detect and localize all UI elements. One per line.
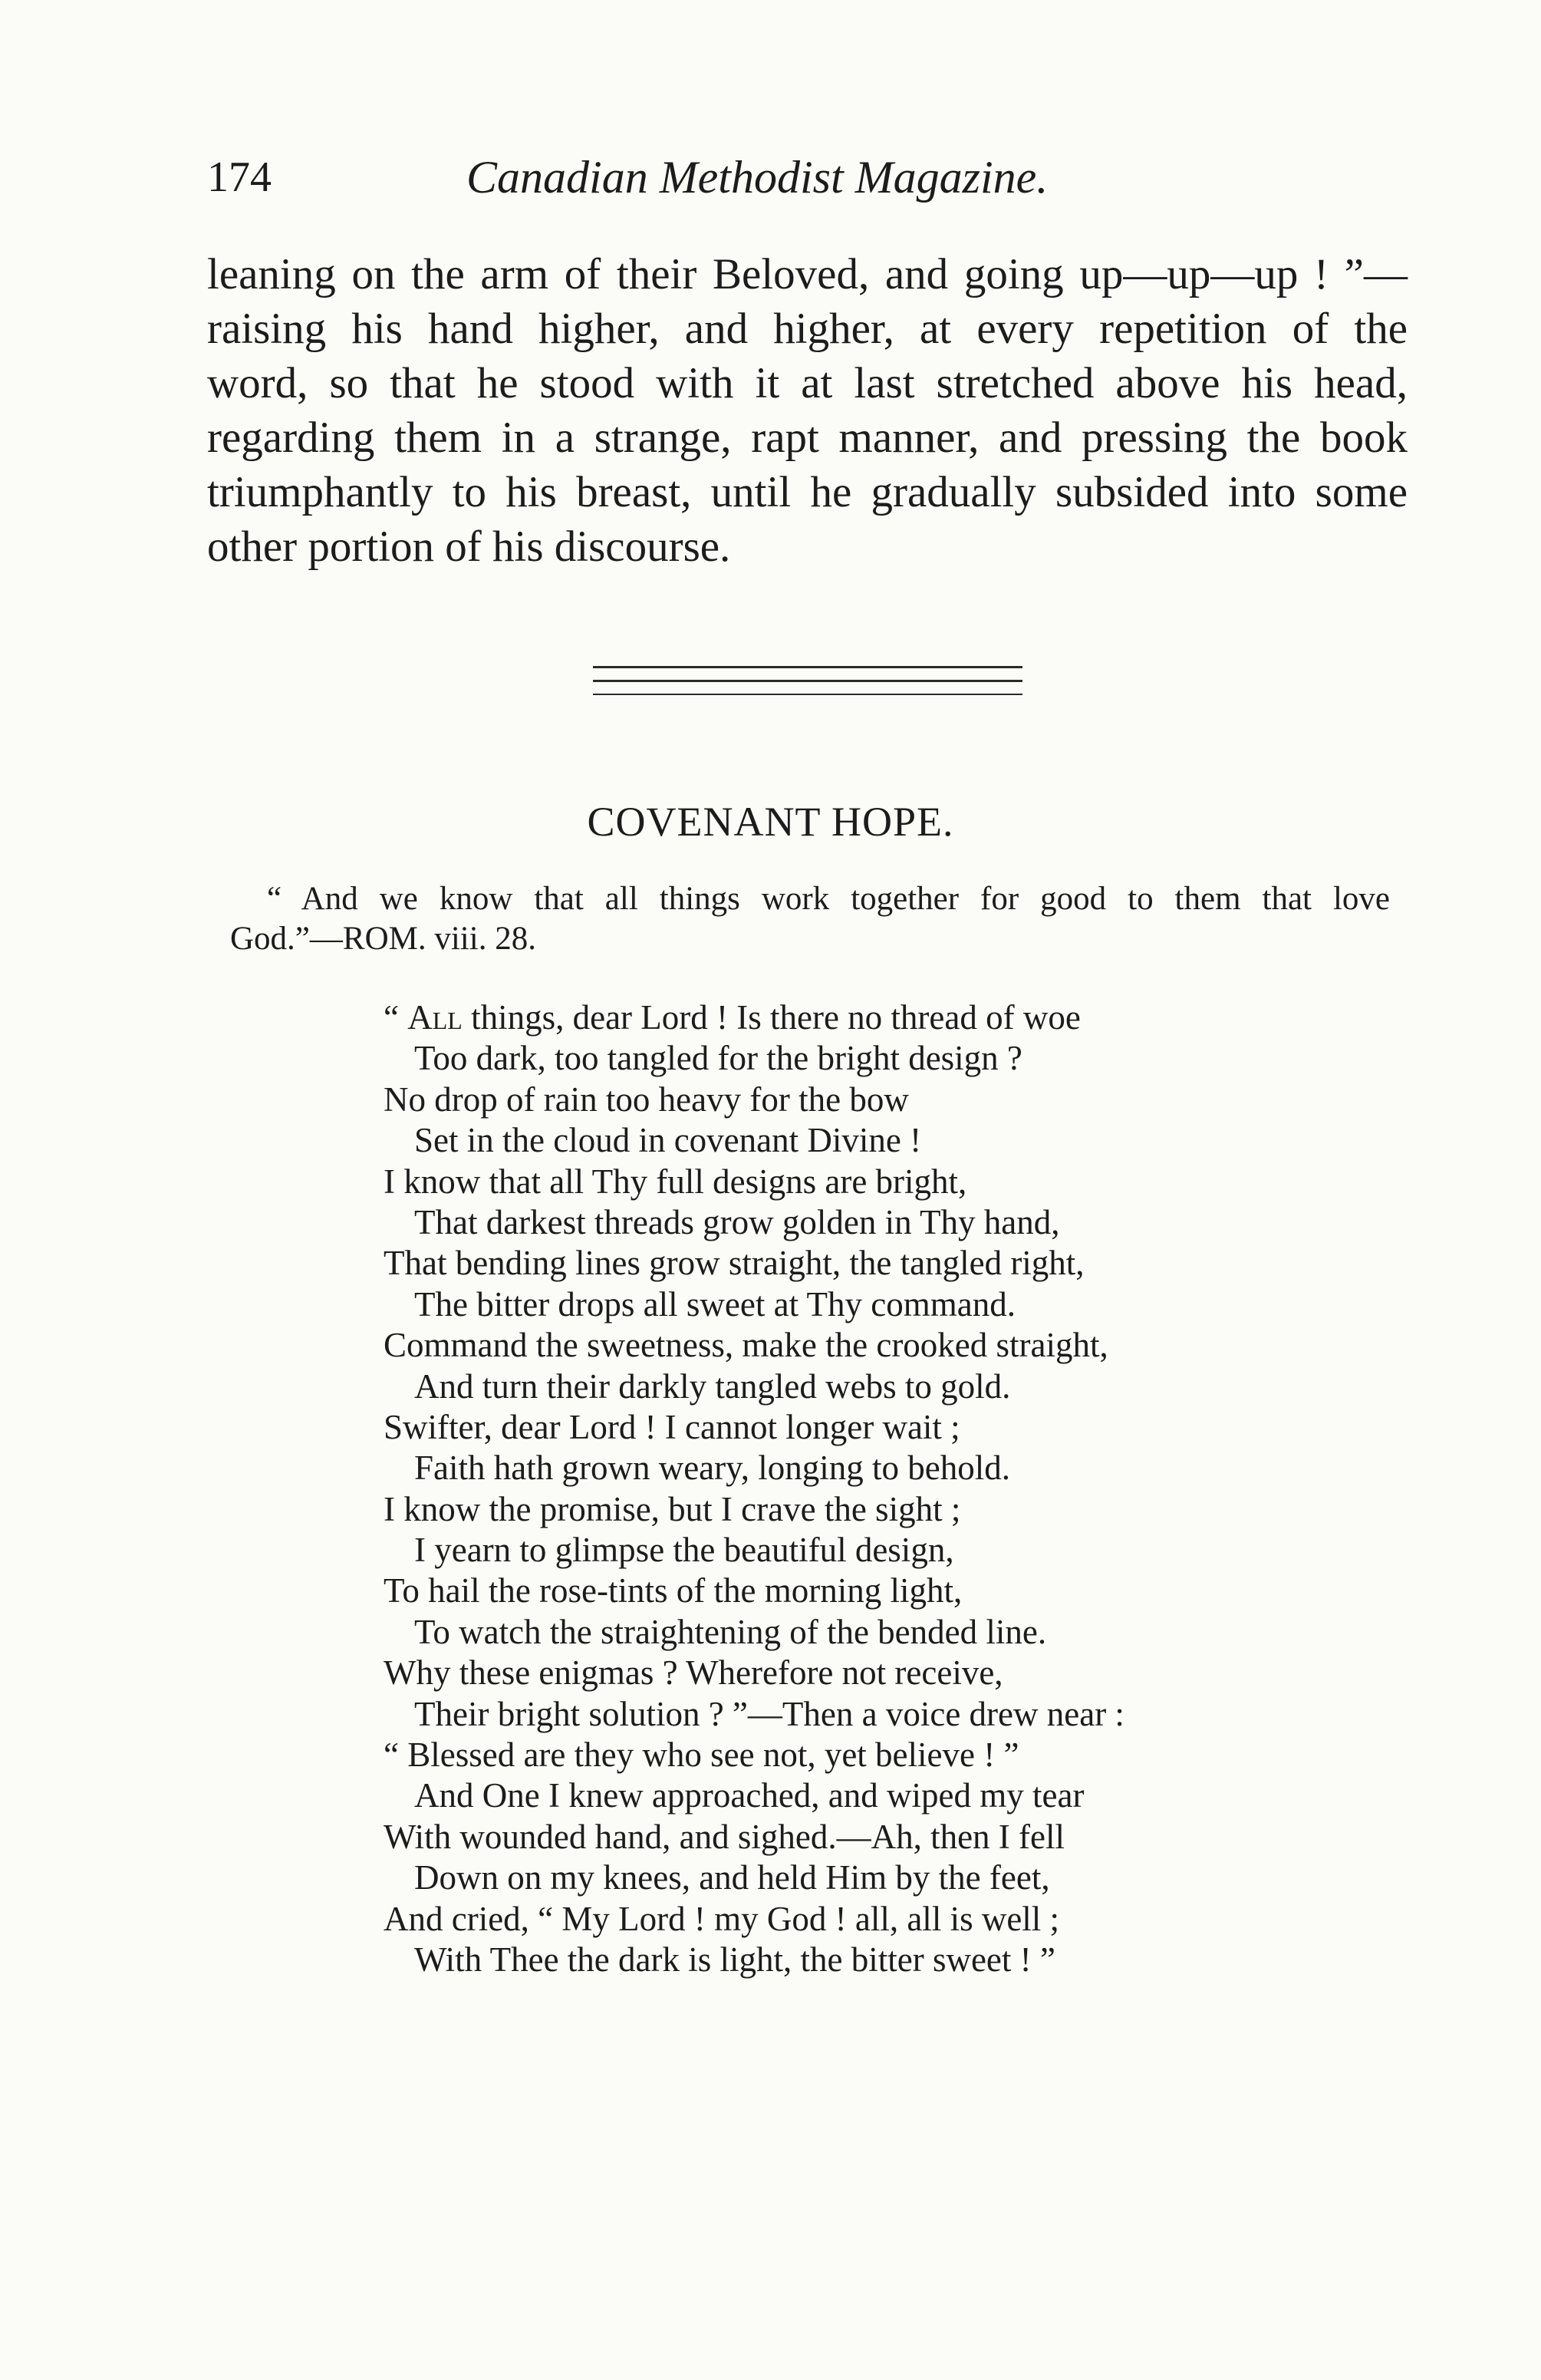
verse-line: That darkest threads grow golden in Thy hand,	[414, 1202, 1060, 1241]
poem-title: COVENANT HOPE.	[587, 799, 954, 845]
verse-line: Set in the cloud in covenant Divine !	[414, 1121, 922, 1160]
poem-body	[384, 997, 1304, 1980]
verse-line: With wounded hand, and sighed.—Ah, then I fell	[384, 1817, 1065, 1856]
opening-word: All	[407, 998, 463, 1037]
verse-line: “ Blessed are they who see not, yet believe ! ”	[384, 1736, 1019, 1775]
verse-line: Why these enigmas ? Wherefore not receive,	[384, 1653, 1003, 1693]
verse-line: With Thee the dark is light, the bitter sweet ! ”	[414, 1940, 1055, 1979]
verse-line: To hail the rose-tints of the morning light,	[384, 1571, 963, 1610]
prose-line: leaning on the arm of their Beloved, and going up—up—up ! ”—	[207, 250, 1408, 298]
verse-line: And turn their darkly tangled webs to gold.	[414, 1366, 1011, 1406]
verse-line: Down on my knees, and held Him by the feet,	[414, 1858, 1050, 1897]
opening-quote: “	[384, 998, 408, 1037]
prose-line: regarding them in a strange, rapt manner, and pressing the book	[207, 414, 1408, 462]
prose-line: word, so that he stood with it at last stretched above his head,	[207, 359, 1408, 407]
verse-line: The bitter drops all sweet at Thy command.	[414, 1284, 1016, 1324]
prose-line: triumphantly to his breast, until he gradually subsided into some	[207, 468, 1408, 516]
page-header	[207, 150, 1143, 219]
running-title: Canadian Methodist Magazine.	[466, 152, 1049, 203]
verse-line: Too dark, too tangled for the bright design ?	[414, 1039, 1022, 1078]
epigraph-citation: God.”—ROM. viii. 28.	[230, 921, 536, 957]
section-divider-rule	[593, 680, 1022, 682]
verse-line: That bending lines grow straight, the tangled right,	[384, 1244, 1085, 1283]
verse-line: Their bright solution ? ”—Then a voice drew near :	[414, 1694, 1124, 1733]
prose-line: other portion of his discourse.	[207, 522, 731, 571]
verse-line: I know the promise, but I crave the sight ;	[384, 1489, 961, 1528]
verse-line: I know that all Thy full designs are bright,	[384, 1162, 967, 1201]
section-divider-rule	[593, 666, 1022, 668]
verse-line: To watch the straightening of the bended line.	[414, 1612, 1047, 1651]
page-number: 174	[207, 153, 272, 201]
prose-line: raising his hand higher, and higher, at every repetition of the	[207, 305, 1408, 353]
verse-line: Command the sweetness, make the crooked straight,	[384, 1326, 1108, 1365]
epigraph-line: “ And we know that all things work together for good to them that love	[267, 881, 1390, 917]
prose-paragraph	[207, 247, 1408, 574]
verse-line: And cried, “ My Lord ! my God ! all, all is well ;	[384, 1899, 1060, 1938]
opening-rest: things, dear Lord ! Is there no thread of woe	[462, 998, 1081, 1037]
verse-line: Swifter, dear Lord ! I cannot longer wait ;	[384, 1407, 960, 1446]
verse-line: I yearn to glimpse the beautiful design,	[414, 1531, 954, 1570]
verse-line	[384, 997, 1304, 1038]
epigraph	[230, 879, 1390, 959]
section-divider-rule	[593, 694, 1022, 695]
verse-line: Faith hath grown weary, longing to behold.	[414, 1449, 1010, 1488]
verse-line: And One I knew approached, and wiped my tear	[414, 1776, 1085, 1815]
verse-line: No drop of rain too heavy for the bow	[384, 1080, 909, 1119]
